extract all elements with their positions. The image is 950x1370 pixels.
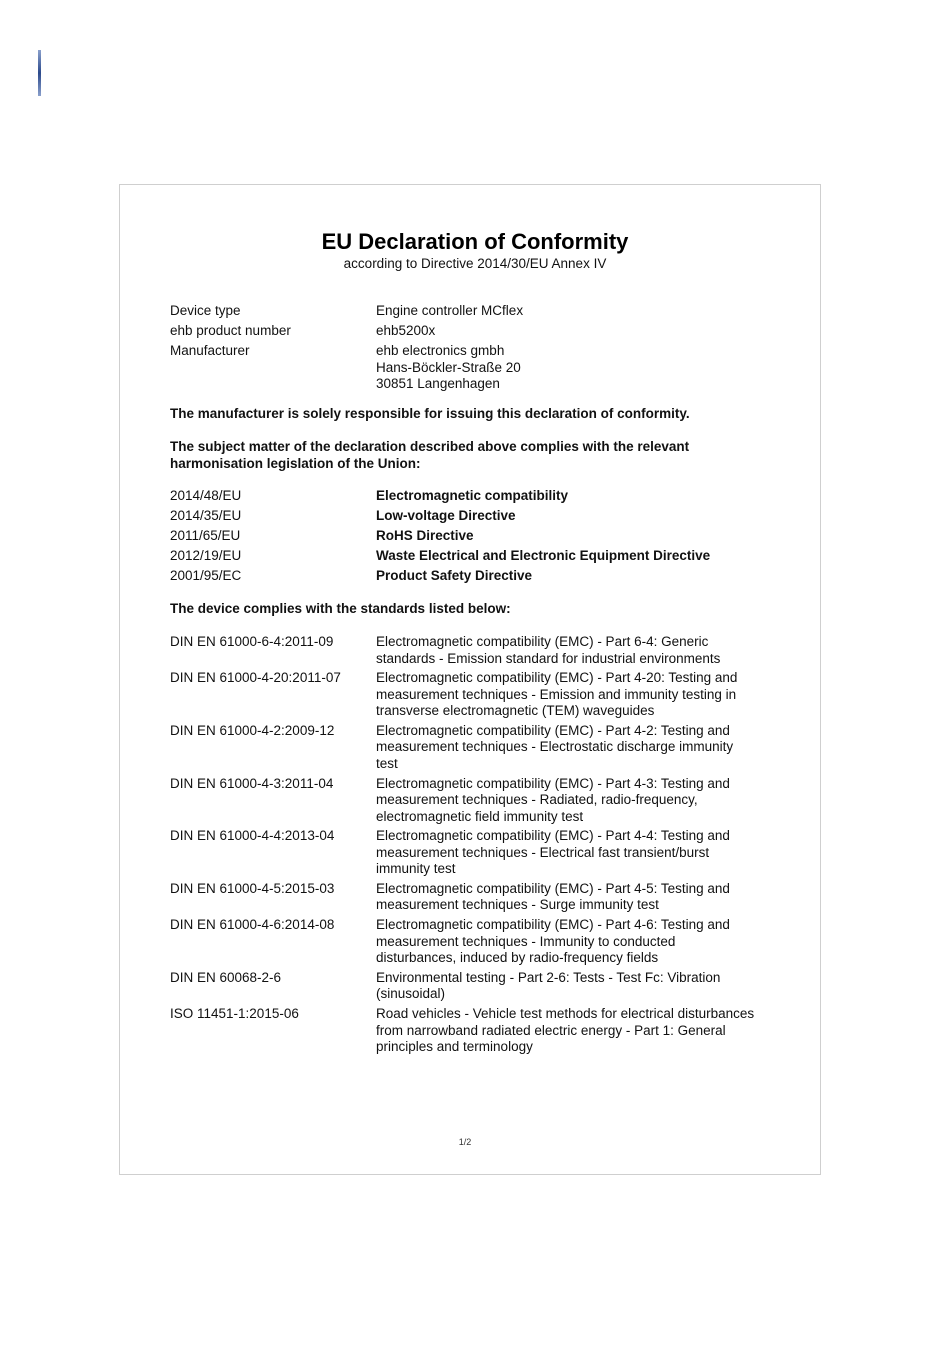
standard-code: DIN EN 61000-4-2:2009-12	[170, 722, 335, 738]
standard-description-line: measurement techniques - Emission and immunity testing in	[376, 686, 737, 702]
device-type-row	[170, 303, 780, 323]
standard-description-line: measurement techniques - Electrical fast transient/burst	[376, 844, 710, 860]
standard-description-line: principles and terminology	[376, 1039, 533, 1054]
standard-code: DIN EN 61000-4-4:2013-04	[170, 828, 335, 844]
standard-description-line: Environmental testing - Part 2-6: Tests - Test Fc: Vibration	[376, 969, 721, 985]
standard-description-line: Electromagnetic compatibility (EMC) - Part 6-4: Generic	[376, 634, 709, 649]
standard-code: DIN EN 61000-4-6:2014-08	[170, 917, 335, 933]
standard-description-line: Electromagnetic compatibility (EMC) - Part 4-2: Testing and	[376, 722, 730, 738]
compliance-statement: The subject matter of the declaration described above complies with the relevant harmonisation legislation of the Union:	[170, 439, 690, 471]
directive-name: RoHS Directive	[376, 528, 474, 543]
directive-name: Low-voltage Directive	[376, 508, 516, 523]
standards-table	[170, 634, 780, 1059]
directive-name: Electromagnetic compatibility	[376, 488, 569, 503]
standard-code: DIN EN 60068-2-6	[170, 969, 282, 985]
standard-row	[170, 776, 780, 826]
standard-description-line: Electromagnetic compatibility (EMC) - Part 4-5: Testing and	[376, 880, 730, 896]
directive-name: Product Safety Directive	[376, 568, 533, 583]
directive-row	[170, 488, 780, 508]
standard-description-line: measurement techniques - Electrostatic discharge immunity	[376, 739, 734, 755]
standard-row	[170, 670, 780, 720]
standard-description-line: disturbances, induced by radio-frequency fields	[376, 950, 659, 966]
device-info-table	[170, 303, 780, 393]
standard-code: DIN EN 61000-4-5:2015-03	[170, 880, 335, 896]
standard-row	[170, 881, 780, 914]
standard-description-line: Electromagnetic compatibility (EMC) - Part 4-4: Testing and	[376, 828, 730, 844]
product-number-value: ehb5200x	[376, 323, 436, 338]
standard-row	[170, 917, 780, 967]
directive-row	[170, 508, 780, 528]
standard-row	[170, 634, 780, 667]
directive-row	[170, 548, 780, 568]
directive-name: Waste Electrical and Electronic Equipment Directive	[376, 548, 711, 563]
responsibility-statement: The manufacturer is solely responsible for issuing this declaration of conformity.	[170, 406, 690, 421]
directive-code: 2014/48/EU	[170, 488, 242, 503]
standard-description-line: Electromagnetic compatibility (EMC) - Part 4-20: Testing and	[376, 670, 738, 686]
standard-row	[170, 970, 780, 1003]
manufacturer-label: Manufacturer	[170, 343, 250, 358]
manufacturer-row	[170, 343, 780, 393]
standards-heading: The device complies with the standards listed below:	[170, 601, 511, 616]
device-type-value: Engine controller MCflex	[376, 303, 524, 318]
standard-description-line: standards - Emission standard for industrial environments	[376, 650, 721, 666]
standard-description-line: test	[376, 755, 398, 771]
standard-description-line: electromagnetic field immunity test	[376, 808, 584, 824]
standard-code: ISO 11451-1:2015-06	[170, 1006, 299, 1021]
page-title: EU Declaration of Conformity	[321, 229, 629, 254]
standard-description-line: measurement techniques - Immunity to conducted	[376, 933, 676, 949]
device-type-label: Device type	[170, 303, 241, 318]
standard-description-line: measurement techniques - Surge immunity test	[376, 897, 659, 913]
directive-row	[170, 568, 780, 588]
directive-code: 2014/35/EU	[170, 508, 242, 523]
standard-row	[170, 1006, 780, 1056]
standard-code: DIN EN 61000-6-4:2011-09	[170, 634, 334, 649]
standard-row	[170, 828, 780, 878]
manufacturer-street: Hans-Böckler-Straße 20	[376, 359, 521, 375]
directive-code: 2011/65/EU	[170, 528, 241, 543]
directive-code: 2001/95/EC	[170, 568, 242, 583]
directive-code: 2012/19/EU	[170, 548, 242, 563]
edge-mark	[38, 50, 41, 96]
standard-description-line: from narrowband radiated electric energy - Part 1: General	[376, 1022, 726, 1038]
product-number-row	[170, 323, 780, 343]
standard-description-line: immunity test	[376, 861, 456, 877]
standard-description-line: (sinusoidal)	[376, 986, 446, 1002]
standard-code: DIN EN 61000-4-20:2011-07	[170, 670, 341, 686]
page-number: 1/2	[458, 1137, 472, 1147]
standard-row	[170, 723, 780, 773]
standard-description-line: Electromagnetic compatibility (EMC) - Part 4-6: Testing and	[376, 917, 730, 933]
manufacturer-name: ehb electronics gmbh	[376, 343, 505, 358]
manufacturer-city: 30851 Langenhagen	[376, 376, 500, 391]
standard-description-line: Electromagnetic compatibility (EMC) - Part 4-3: Testing and	[376, 775, 730, 791]
standard-description-line: transverse electromagnetic (TEM) waveguides	[376, 703, 655, 719]
standard-description-line: measurement techniques - Radiated, radio-frequency,	[376, 792, 698, 808]
standard-description-line: Road vehicles - Vehicle test methods for electrical disturbances	[376, 1006, 755, 1021]
page-subtitle: according to Directive 2014/30/EU Annex IV	[343, 256, 607, 271]
directive-row	[170, 528, 780, 548]
standard-code: DIN EN 61000-4-3:2011-04	[170, 775, 334, 791]
product-number-label: ehb product number	[170, 323, 291, 338]
directives-table	[170, 488, 780, 588]
